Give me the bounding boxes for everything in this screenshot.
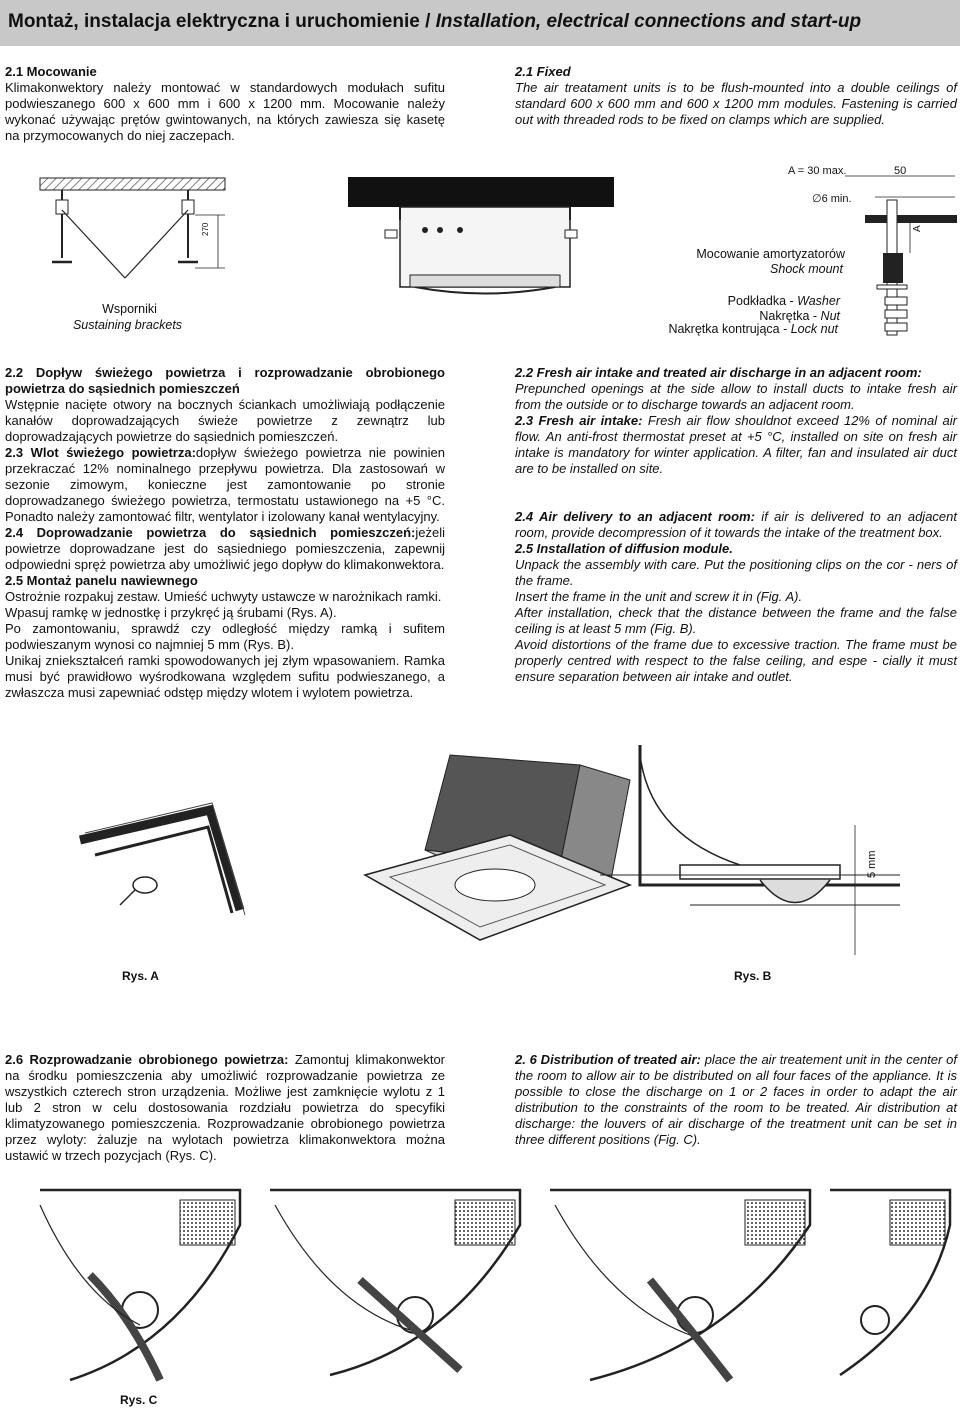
shock-mount-label-en: Shock mount <box>770 262 843 276</box>
title-polish: Montaż, instalacja elektryczna i uruchomienie / <box>8 11 436 32</box>
washer-label: Podkładka - Washer <box>727 294 840 308</box>
brackets-diagram <box>30 170 230 280</box>
body-2-6-pl: Zamontuj klimakonwektor na środku pomieszczenia aby umożliwić rozprowadzanie powietrza ze wszystkich czterech stron urządzenia. Możliwe jest zamknięcie wylotu z 1 lub 2 stron w celu dostosowania rozdziału powietrza do specyfiki klimatyzowanego pomieszczenia. Rozprowadzanie obrobionego powietrza przez wyloty: żaluzje na wylotach powietrza klimakonwektora można ustawić w trzech pozycjach (Rys. C). <box>5 1052 446 1163</box>
section-2-1-pl <box>5 64 445 144</box>
heading-2-3-pl: 2.3 Wlot świeżego powietrza: <box>5 445 196 460</box>
body-2-5b-en: Insert the frame in the unit and screw it in (Fig. A). <box>515 589 803 604</box>
caption-figure-a: Rys. A <box>122 969 159 983</box>
heading-2-4-pl: 2.4 Doprowadzanie powietrza do sąsiednich pomieszczeń: <box>5 525 416 540</box>
body-2-1-en: The air treatament units is to be flush-mounted into a double ceilings of standard 600 x 600 mm and 600 x 1200 mm modules. Fastening is carried out with threaded rods to be fixed on clamps which are supplied. <box>515 80 957 127</box>
body-2-5a-pl: Ostrożnie rozpakuj zestaw. Umieść uchwyty ustawcze w narożnikach ramki. <box>5 589 442 604</box>
body-2-4-en: if air is delivered to an adjacent room, provide decompression of it towards the intake of the treatment box. <box>515 509 957 540</box>
caption-figure-c: Rys. C <box>120 1393 158 1407</box>
body-2-3-en: Fresh air flow shouldnot exceed 12% of nominal air flow. An anti-frost thermostat preset at +5 °C, installed on site on fresh air intake is mandatory for winter application. A filter, fan and insulated air duct are to be installed on site. <box>515 413 957 476</box>
brackets-label-pl: Wsporniki <box>102 302 157 316</box>
heading-2-1-pl: 2.1 Mocowanie <box>5 64 97 79</box>
caption-figure-b: Rys. B <box>734 969 772 983</box>
dimension-270: 270 <box>201 222 210 236</box>
body-2-5c-pl: Po zamontowaniu, sprawdź czy odległość między ramką i sufitem podwieszanym wynosi co najmniej 5 mm (Rys. B). <box>5 621 445 652</box>
body-2-6-en: place the air treatement unit in the center of the room to allow air to be distributed on all four faces of the appliance. It is possible to close the discharge on 1 or 2 faces in order to adapt the air distribution to the constraints of the room to be treated. Air distribution at discharge: the louvers of air discharge of the treatment unit can be set in three different positions (Fig. C). <box>515 1052 957 1147</box>
figure-c-diagram <box>30 1185 955 1385</box>
section-2-2-en <box>515 365 957 685</box>
body-2-2-en: Prepunched openings at the side allow to install ducts to intake fresh air from the outside or to discharge towards an adjacent room. <box>515 381 957 412</box>
body-2-5c-en: After installation, check that the distance between the frame and the false ceiling is at least 5 mm (Fig. B). <box>515 605 957 636</box>
body-2-5d-pl: Unikaj zniekształceń ramki spowodowanych jej złym wpasowaniem. Ramka musi być prawidłowo wyśrodkowana względem sufitu podwieszanego, a zwłaszcza musi zapewniać odstęp między wlotem i wylotem powietrza. <box>5 653 445 700</box>
label-a-dimension: A <box>912 225 923 232</box>
brackets-label-en: Sustaining brackets <box>72 318 183 332</box>
cassette-unit-diagram <box>345 175 615 305</box>
heading-2-3-en: 2.3 Fresh air intake: <box>515 413 643 428</box>
lock-nut-label: Nakrętka kontrująca - Lock nut <box>668 322 838 336</box>
body-2-2-pl: Wstępnie nacięte otwory na bocznych ściankach umożliwiają podłączenie kanałów doprowadzających świeże powietrze z zewnątrz lub doprowadzających powietrze do sąsiednich pomieszczeń. <box>5 397 445 444</box>
body-2-1-pl: Klimakonwektory należy montować w standardowych modułach sufitu podwieszanego 600 x 600 mm i 600 x 1200 mm. Mocowanie należy wykonać używając prętów gwintowanych, na których zawiesza się kasetę na przymocowanych do niej zaczepach. <box>5 80 445 143</box>
section-2-6-en <box>515 1052 957 1148</box>
heading-2-4-en: 2.4 Air delivery to an adjacent room: <box>515 509 755 524</box>
heading-2-5-pl: 2.5 Montaż panelu nawiewnego <box>5 573 198 588</box>
heading-2-6-pl: 2.6 Rozprowadzanie obrobionego powietrza: <box>5 1052 289 1067</box>
body-2-5a-en: Unpack the assembly with care. Put the positioning clips on the cor - ners of the frame. <box>515 557 957 588</box>
nut-label: Nakrętka - Nut <box>759 309 840 323</box>
figure-a-b-diagrams <box>40 745 940 965</box>
heading-2-5-en: 2.5 Installation of diffusion module. <box>515 541 733 556</box>
heading-2-2-en: 2.2 Fresh air intake and treated air discharge in an adjacent room: <box>515 365 922 380</box>
label-a-max: A = 30 max. <box>788 165 847 177</box>
heading-2-1-en: 2.1 Fixed <box>515 64 571 79</box>
shock-mount-diagram <box>845 175 960 340</box>
dimension-5mm: 5 mm <box>866 850 878 878</box>
shock-mount-label-pl: Mocowanie amortyzatorów <box>696 247 845 261</box>
heading-2-6-en: 2. 6 Distribution of treated air: <box>515 1052 701 1067</box>
section-2-2-pl <box>5 365 445 701</box>
section-2-1-en <box>515 64 957 128</box>
body-2-3-pl: dopływ świeżego powietrza nie powinien przekraczać 12% nominalnego przepływu powietrza. Dla zastosowań w sezonie zimowym, konieczne jest zamontowanie po stronie doprowadzanego świeżego powietrza, termostatu ustawionego na +5 °C. Ponadto należy zamontować filtr, wentylator i izolowany kanał wentylacyjny. <box>5 445 445 524</box>
section-2-6-pl <box>5 1052 445 1164</box>
label-dim-50: 50 <box>894 165 907 177</box>
page-title <box>8 11 861 33</box>
body-2-5b-pl: Wpasuj ramkę w jednostkę i przykręć ją śrubami (Rys. A). <box>5 605 337 620</box>
title-english: Installation, electrical connections and start-up <box>435 11 862 32</box>
body-2-4-pl: jeżeli powietrze doprowadzane jest do sąsiedniego pomieszczenia, zapewnij odpowiedni spręż powietrza aby umożliwić jego dopływ do klimakonwektora. <box>5 525 445 572</box>
heading-2-2-pl: 2.2 Dopływ świeżego powietrza i rozprowadzanie obrobionego powietrza do sąsiednich pomieszczeń <box>5 365 445 396</box>
label-diameter-min: ∅6 min. <box>812 193 852 205</box>
body-2-5d-en: Avoid distortions of the frame due to excessive traction. The frame must be properly centred with respect to the false ceiling, and espe - cially it must ensure separation between air intake and outlet. <box>515 637 957 684</box>
